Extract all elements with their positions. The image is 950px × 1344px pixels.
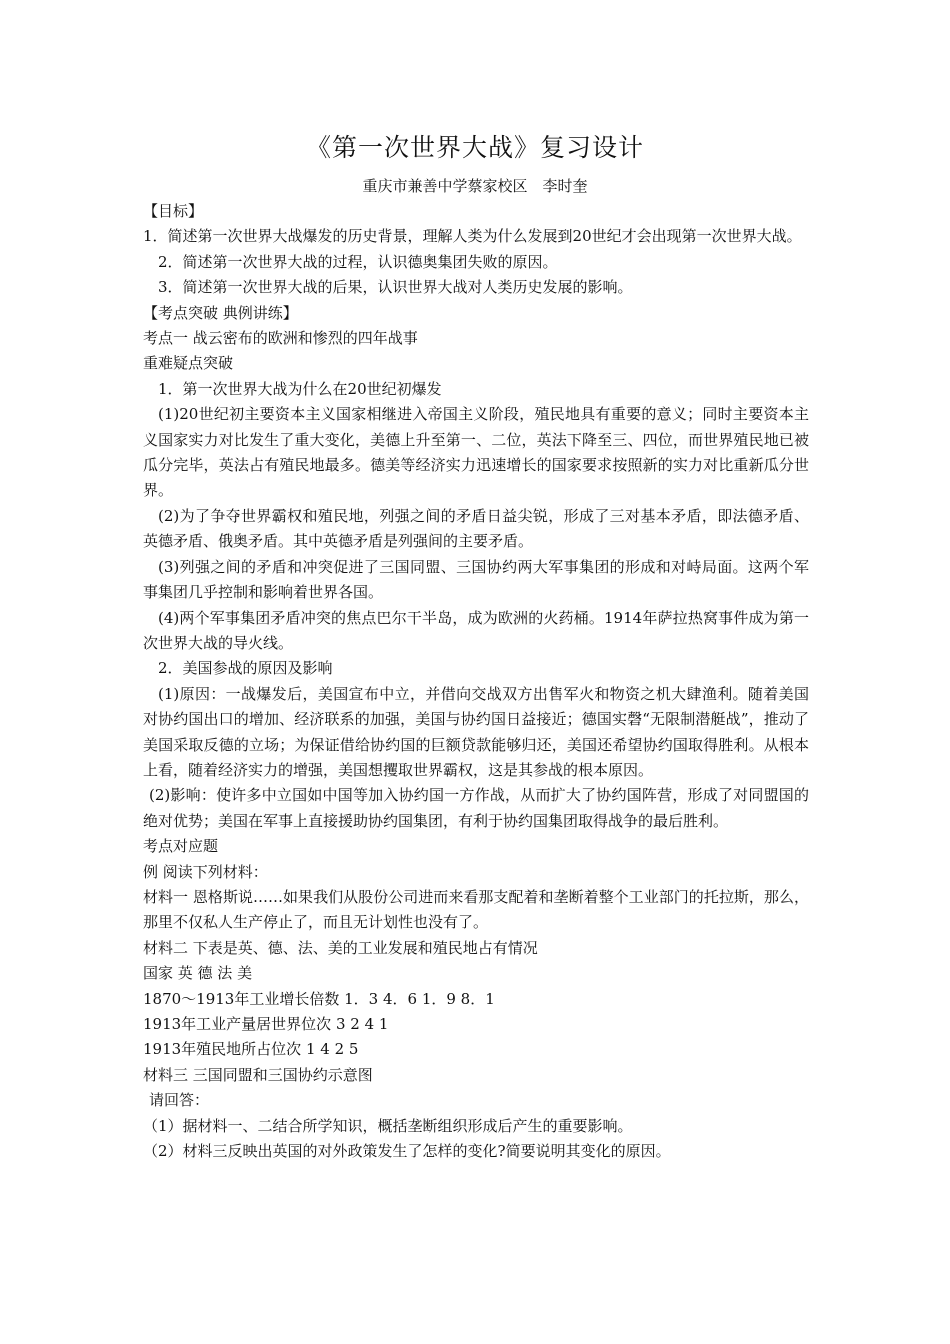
table-line: 1913年殖民地所占位次 1 4 2 5	[143, 1040, 359, 1059]
goal-item: 3．简述第一次世界大战的后果，认识世界大战对人类历史发展的影响。	[158, 278, 633, 297]
body-paragraph: (1)20世纪初主要资本主义国家相继进入帝国主义阶段，殖民地具有重要的意义；同时主要资本主义国家实力对比发生了重大变化，美德上升至第一、二位，英法下降至三、四位，而世界殖民地已被瓜分完毕，英法占有殖民地最多。德美等经济实力迅速增长的国家要求按照新的实力对比重新瓜分世界。	[143, 405, 809, 500]
subheading: 重难疑点突破	[143, 354, 234, 373]
author-line: 重庆市兼善中学蔡家校区 李时奎	[362, 177, 588, 195]
section-heading-breakthrough: 【考点突破 典例讲练】	[143, 303, 298, 322]
body-paragraph: (4)两个军事集团矛盾冲突的焦点巴尔干半岛，成为欧洲的火药桶。1914年萨拉热窝事件成为第一次世界大战的导火线。	[143, 608, 809, 652]
material-paragraph: 材料二 下表是英、德、法、美的工业发展和殖民地占有情况	[143, 938, 538, 957]
question-prompt: 请回答：	[149, 1091, 210, 1110]
topic-heading: 考点一 战云密布的欧洲和惨烈的四年战事	[143, 329, 418, 348]
example-line: 例 阅读下列材料：	[143, 862, 268, 881]
material-paragraph: 材料三 三国同盟和三国协约示意图	[143, 1065, 373, 1084]
body-paragraph: (3)列强之间的矛盾和冲突促进了三国同盟、三国协约两大军事集团的形成和对峙局面。这两个军事集团几乎控制和影响着世界各国。	[143, 557, 809, 602]
goal-item: 1．简述第一次世界大战爆发的历史背景，理解人类为什么发展到20世纪才会出现第一次世界大战。	[143, 227, 802, 246]
material-paragraph: 材料一 恩格斯说……如果我们从股份公司进而来看那支配着和垄断着整个工业部门的托拉斯，那么，那里不仅私人生产停止了，而且无计划性也没有了。	[143, 887, 809, 932]
table-line: 1870～1913年工业增长倍数 1．3 4．6 1．9 8．1	[143, 989, 495, 1008]
body-paragraph: (1)原因：一战爆发后，美国宣布中立，并借向交战双方出售军火和物资之机大肆渔利。随着美国对协约国出口的增加、经济联系的加强，美国与协约国日益接近；德国实磬“无限制潜艇战”，推动了美国采取反德的立场；为保证借给协约国的巨额贷款能够归还，美国还希望协约国取得胜利。从根本上看，随着经济实力的增强，美国想攫取世界霸权，这是其参战的根本原因。	[143, 684, 809, 779]
question-item: （2）材料三反映出英国的对外政策发生了怎样的变化?简要说明其变化的原因。	[143, 1142, 671, 1161]
section-heading-goals: 【目标】	[143, 202, 204, 220]
table-line: 1913年工业产量居世界位次 3 2 4 1	[143, 1015, 389, 1033]
question-item: （1）据材料一、二结合所学知识，概括垄断组织形成后产生的重要影响。	[143, 1116, 633, 1135]
subheading: 考点对应题	[143, 837, 219, 856]
body-paragraph: (2)影响：使许多中立国如中国等加入协约国一方作战，从而扩大了协约国阵营，形成了对同盟国的绝对优势；美国在军事上直接援助协约国集团，有利于协约国集团取得战争的最后胜利。	[143, 786, 809, 830]
document-title: 《第一次世界大战》复习设计	[305, 133, 644, 162]
body-paragraph: (2)为了争夺世界霸权和殖民地，列强之间的矛盾日益尖锐，形成了三对基本矛盾，即法德矛盾、英德矛盾、俄奥矛盾。其中英德矛盾是列强间的主要矛盾。	[143, 506, 809, 551]
question-heading: 1．第一次世界大战为什么在20世纪初爆发	[158, 379, 442, 398]
question-heading: 2．美国参战的原因及影响	[158, 659, 333, 678]
goal-item: 2．简述第一次世界大战的过程，认识德奥集团失败的原因。	[158, 252, 558, 271]
table-line: 国家 英 德 法 美	[143, 964, 253, 983]
document-body	[143, 199, 809, 1164]
